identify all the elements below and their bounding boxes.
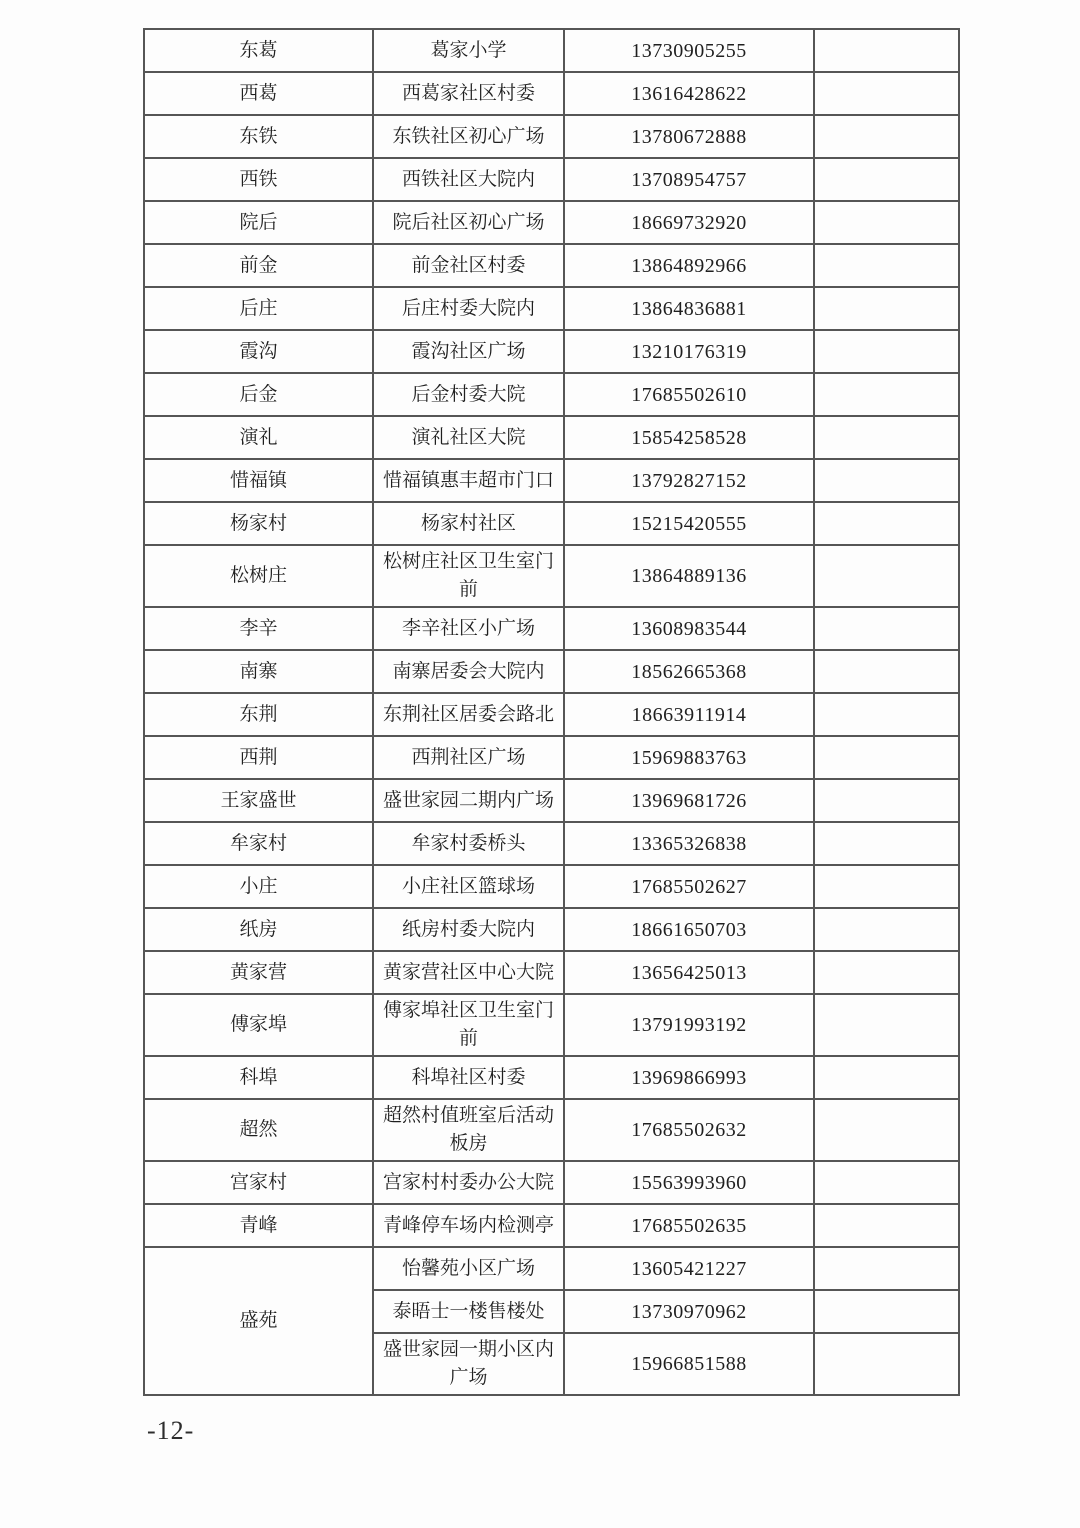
table-row [144,1247,959,1290]
table-row [144,244,959,287]
location-cell: 西铁社区大院内 [373,158,564,201]
location-cell: 演礼社区大院 [373,416,564,459]
phone-cell: 18562665368 [564,650,814,693]
table-row [144,416,959,459]
note-cell [814,502,959,545]
phone-cell: 13969681726 [564,779,814,822]
location-cell: 后金村委大院 [373,373,564,416]
note-cell [814,416,959,459]
phone-cell: 13730970962 [564,1290,814,1333]
location-cell: 傅家埠社区卫生室门前 [373,994,564,1056]
phone-cell: 13608983544 [564,607,814,650]
table-row [144,115,959,158]
location-cell: 纸房村委大院内 [373,908,564,951]
note-cell [814,1333,959,1395]
note-cell [814,1161,959,1204]
village-name-cell: 松树庄 [144,545,373,607]
location-cell: 东荆社区居委会路北 [373,693,564,736]
village-name-cell: 王家盛世 [144,779,373,822]
location-cell: 宫家村村委办公大院 [373,1161,564,1204]
note-cell [814,908,959,951]
location-cell: 泰晤士一楼售楼处 [373,1290,564,1333]
location-cell: 葛家小学 [373,29,564,72]
phone-cell: 13210176319 [564,330,814,373]
phone-cell: 15969883763 [564,736,814,779]
location-cell: 霞沟社区广场 [373,330,564,373]
phone-cell: 15215420555 [564,502,814,545]
table-row [144,1056,959,1099]
phone-cell: 13791993192 [564,994,814,1056]
table-row [144,865,959,908]
village-name-cell: 后金 [144,373,373,416]
village-name-cell: 宫家村 [144,1161,373,1204]
location-cell: 盛世家园一期小区内广场 [373,1333,564,1395]
village-name-cell: 牟家村 [144,822,373,865]
note-cell [814,72,959,115]
village-name-cell: 院后 [144,201,373,244]
location-cell: 南寨居委会大院内 [373,650,564,693]
table-row [144,502,959,545]
note-cell [814,158,959,201]
note-cell [814,29,959,72]
location-cell: 怡馨苑小区广场 [373,1247,564,1290]
village-name-cell: 演礼 [144,416,373,459]
note-cell [814,287,959,330]
table-row [144,72,959,115]
note-cell [814,822,959,865]
location-cell: 科埠社区村委 [373,1056,564,1099]
village-name-cell: 黄家营 [144,951,373,994]
phone-cell: 18669732920 [564,201,814,244]
village-name-cell: 东荆 [144,693,373,736]
phone-cell: 13605421227 [564,1247,814,1290]
table-row [144,951,959,994]
location-cell: 杨家村社区 [373,502,564,545]
note-cell [814,244,959,287]
location-cell: 松树庄社区卫生室门前 [373,545,564,607]
village-name-cell: 前金 [144,244,373,287]
phone-cell: 17685502627 [564,865,814,908]
phone-cell: 13708954757 [564,158,814,201]
table-row [144,545,959,607]
village-name-cell: 霞沟 [144,330,373,373]
phone-cell: 15563993960 [564,1161,814,1204]
phone-cell: 13969866993 [564,1056,814,1099]
phone-cell: 13864889136 [564,545,814,607]
village-name-cell: 盛苑 [144,1247,373,1395]
table-row [144,994,959,1056]
note-cell [814,545,959,607]
location-cell: 李辛社区小广场 [373,607,564,650]
note-cell [814,607,959,650]
phone-cell: 13656425013 [564,951,814,994]
note-cell [814,994,959,1056]
phone-cell: 13780672888 [564,115,814,158]
phone-cell: 17685502632 [564,1099,814,1161]
note-cell [814,779,959,822]
phone-cell: 17685502635 [564,1204,814,1247]
table-row [144,822,959,865]
table-row [144,607,959,650]
village-name-cell: 超然 [144,1099,373,1161]
phone-cell: 15966851588 [564,1333,814,1395]
note-cell [814,951,959,994]
phone-cell: 15854258528 [564,416,814,459]
phone-cell: 13864892966 [564,244,814,287]
note-cell [814,115,959,158]
village-name-cell: 科埠 [144,1056,373,1099]
note-cell [814,1099,959,1161]
note-cell [814,1204,959,1247]
table-row [144,693,959,736]
location-cell: 前金社区村委 [373,244,564,287]
page-number: -12- [147,1416,195,1445]
village-name-cell: 傅家埠 [144,994,373,1056]
phone-cell: 17685502610 [564,373,814,416]
note-cell [814,865,959,908]
table-row [144,736,959,779]
location-cell: 东铁社区初心广场 [373,115,564,158]
village-name-cell: 李辛 [144,607,373,650]
village-name-cell: 青峰 [144,1204,373,1247]
table-row [144,1099,959,1161]
village-name-cell: 杨家村 [144,502,373,545]
village-name-cell: 南寨 [144,650,373,693]
location-cell: 黄家营社区中心大院 [373,951,564,994]
note-cell [814,459,959,502]
village-name-cell: 后庄 [144,287,373,330]
phone-cell: 13792827152 [564,459,814,502]
table-row [144,1161,959,1204]
village-name-cell: 西铁 [144,158,373,201]
location-cell: 院后社区初心广场 [373,201,564,244]
phone-cell: 13730905255 [564,29,814,72]
table-row [144,459,959,502]
village-name-cell: 东铁 [144,115,373,158]
phone-cell: 18661650703 [564,908,814,951]
table-row [144,779,959,822]
note-cell [814,201,959,244]
table-row [144,201,959,244]
table-row [144,29,959,72]
location-cell: 盛世家园二期内广场 [373,779,564,822]
village-name-cell: 惜福镇 [144,459,373,502]
note-cell [814,693,959,736]
table-row [144,287,959,330]
note-cell [814,1290,959,1333]
location-cell: 超然村值班室后活动板房 [373,1099,564,1161]
location-cell: 牟家村委桥头 [373,822,564,865]
village-name-cell: 西葛 [144,72,373,115]
village-name-cell: 纸房 [144,908,373,951]
note-cell [814,650,959,693]
note-cell [814,736,959,779]
village-name-cell: 西荆 [144,736,373,779]
table-row [144,373,959,416]
table-row [144,330,959,373]
village-name-cell: 东葛 [144,29,373,72]
location-cell: 青峰停车场内检测亭 [373,1204,564,1247]
phone-cell: 13365326838 [564,822,814,865]
phone-cell: 13616428622 [564,72,814,115]
location-cell: 后庄村委大院内 [373,287,564,330]
phone-cell: 18663911914 [564,693,814,736]
contact-table [143,28,960,1396]
location-cell: 西葛家社区村委 [373,72,564,115]
table-row [144,1204,959,1247]
note-cell [814,373,959,416]
location-cell: 惜福镇惠丰超市门口 [373,459,564,502]
location-cell: 西荆社区广场 [373,736,564,779]
note-cell [814,330,959,373]
table-row [144,650,959,693]
note-cell [814,1247,959,1290]
location-cell: 小庄社区篮球场 [373,865,564,908]
phone-cell: 13864836881 [564,287,814,330]
table-row [144,908,959,951]
note-cell [814,1056,959,1099]
village-name-cell: 小庄 [144,865,373,908]
table-row [144,158,959,201]
